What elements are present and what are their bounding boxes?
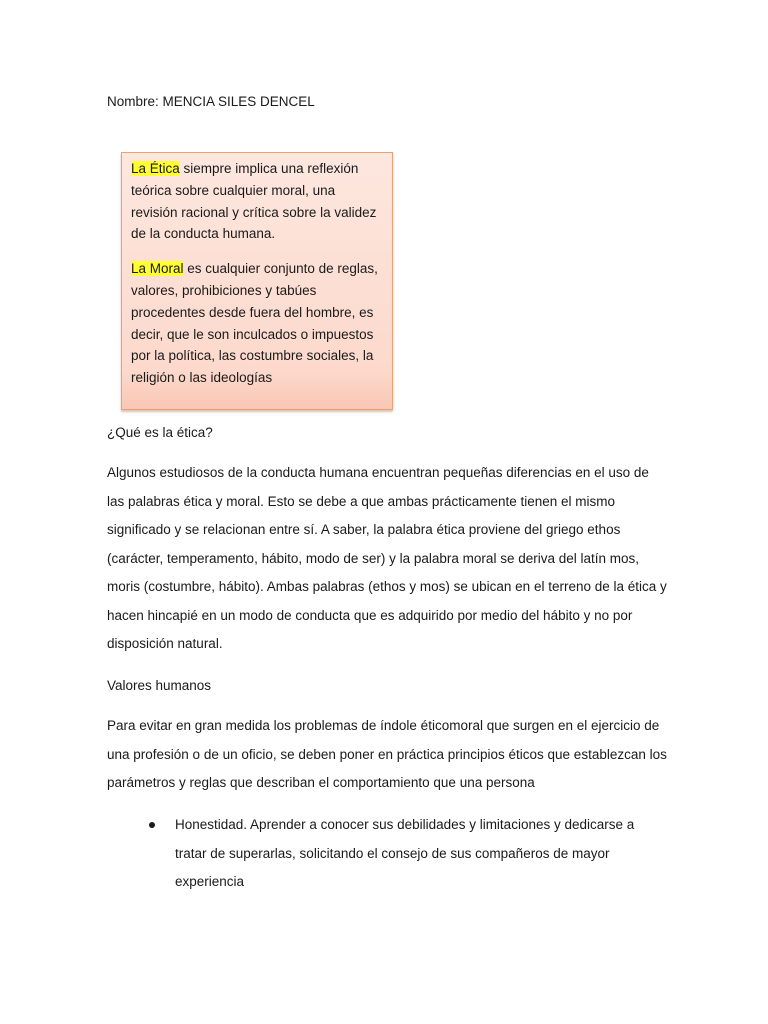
ethics-definition-text: siempre implica una reflexión teórica sobre cualquier moral, una revisión racional y crítica sobre la validez de la conducta humana. [131,161,377,242]
ethics-term-highlight: La Ética [131,161,180,176]
bullet-icon [149,822,155,828]
section-heading-human-values: Valores humanos [107,678,212,693]
moral-term-highlight: La Moral [131,261,184,277]
ethics-definition [131,158,384,245]
moral-definition [131,258,384,389]
list-item-text: Honestidad. Aprender a conocer sus debilidades y limitaciones y dedicarse a tratar de superarlas, solicitando el consejo de sus compañeros de mayor experiencia [175,817,635,889]
values-bullet-list [147,811,647,897]
student-name: Nombre: MENCIA SILES DENCEL [107,94,315,109]
section-heading-what-is-ethics: ¿Qué es la ética? [107,425,213,440]
values-paragraph: Para evitar en gran medida los problemas de índole éticomoral que surgen en el ejercicio de una profesión o de un oficio, se deben poner en práctica principios éticos que establezcan los parámetros y reglas que describan el comportamiento que una persona [107,718,667,790]
moral-definition-text: es cualquier conjunto de reglas, valores, prohibiciones y tabúes procedentes desde fuera del hombre, es decir, que le son inculcados o impuestos por la política, las costumbre sociales, la religión o las ideologías [131,261,378,386]
definition-callout-box [121,152,393,410]
ethics-paragraph: Algunos estudiosos de la conducta humana encuentran pequeñas diferencias en el uso de las palabras ética y moral. Esto se debe a que ambas prácticamente tienen el mismo significado y se relacionan entre sí. A saber, la palabra ética proviene del griego ethos (carácter, temperamento, hábito, modo de ser) y la palabra moral se deriva del latín mos, moris (costumbre, hábito). Ambas palabras (ethos y mos) se ubican en el terreno de la ética y hacen hincapié en un modo de conducta que es adquirido por medio del hábito y no por disposición natural. [107,465,667,651]
list-item [147,811,647,897]
